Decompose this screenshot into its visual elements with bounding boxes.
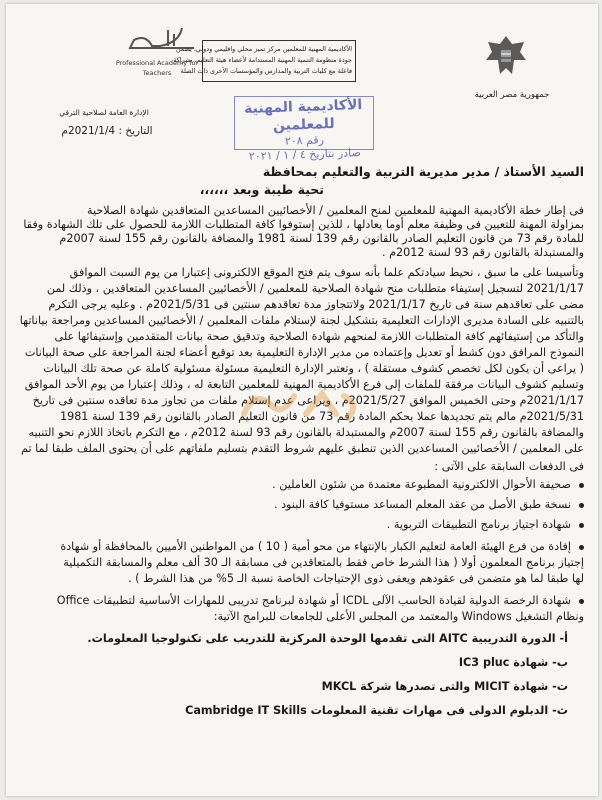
issued-stamp <box>239 96 369 164</box>
addressee: السيد الأستاذ / مدير مديرية التربية والتعليم بمحافظة <box>262 164 584 179</box>
body-line: وتسليم كشوف البيانات مرفقة للملفات إلى فرع الأكاديمية المهنية للمعلمين التابعة له ، وذلك إعتبارا من يوم الأحد الموافق <box>24 378 584 391</box>
body-line: والمضافة بالقانون رقم 155 لسنة 2007م والمستبدلة بالقانون رقم 93 لسنة 2012م ، مع التكرم باتخاذ اللازم نحو التنبيه <box>28 426 584 439</box>
body-line: النموذج المرافق دون كشط أو تعديل وإعتماده من مدير الإدارة التعليمية بعد توقيع أعضاء لجنة المراجعة على صحة البيانات <box>24 346 584 359</box>
body-line: مضى على تعاقدهم سنة فى تاريخ 2021/1/17 ولاتتجاوز مدة تعاقدهم سنتين فى 2021/5/31م . وعليه يرجى التكرم <box>48 298 584 311</box>
body-line: ( يراعى أن يكون لكل تخصص كشوف مستقلة ) ، وتعتبر الإدارة التعليمية مسئولة مسئولية كاملة عن صحة تلك البيانات <box>43 362 584 375</box>
logo-english: Professional Academy for Teachers <box>115 59 199 77</box>
bullet-icon <box>579 545 584 550</box>
requirement-item-continued: إجتياز برنامج المعلمون أولا ( هذا الشرط خاص فقط بالمتعاقدين فى مسابقة الـ 30 ألف معلم والمسابقة التكميلية <box>63 556 584 569</box>
stamp-line-2: رقم ٢٠٨ <box>284 133 325 148</box>
body-line: وتأسيسا على ما سبق ، نحيط سيادتكم علما بأنه سوف يتم فتح الموقع الالكترونى إعتبارا من يوم السبت الموافق <box>69 266 584 279</box>
bullet-icon <box>579 523 584 528</box>
eagle-emblem-icon <box>480 30 532 82</box>
bullet-icon <box>579 483 584 488</box>
program-item: ث- الدبلوم الدولى فى مهارات تقنية المعلومات Cambridge IT Skills <box>185 704 568 717</box>
letter-date: التاريخ : 2021/1/4م <box>61 125 153 137</box>
watermark-icon <box>236 384 366 424</box>
body-line: للمادة رقم 73 من قانون التعليم الصادر بالقانون رقم 139 لسنة 1981 والمضافة بالقانون رقم 155 لسنة 2007م <box>59 232 584 245</box>
academy-vision-line-1: الأكاديمية المهنية للمعلمين مركز تميز محلي واقليمي ودولي، يضمن <box>175 45 352 53</box>
requirement-item: نسخة طبق الأصل من عقد المعلم المساعد مستوفيا كافة البنود . <box>28 498 584 511</box>
body-line: على المعلمين / الأخصائيين المساعدين الذين تنطبق عليهم شروط التقدم بتسليم ملفاتهم على أن يحتوى الملف طبقا لما تم <box>21 442 584 455</box>
bullet-icon <box>579 599 584 604</box>
body-line: 2021/1/17 لتسجيل إستيفاء متطلبات منح شهادة الصلاحية للمعلمين / الأخصائيين المساعدين المتعاقدين ، وذلك لمن <box>46 282 584 295</box>
body-line: والتأكد من إستيفائهم كافة المتطلبات اللازمة لمنحهم شهادة الصلاحية وتدقيق صحة بيانات المتقدمين وإستيفائها على <box>54 330 584 343</box>
department-name: الإدارة العامة لصلاحية الترقي <box>59 108 149 117</box>
body-line: 2021/1/17م وحتى الخميس الموافق 2021/5/27م ، ويراعى عدم إستلام ملفات من تجاوز مدة تعاقده سنتين فى تاريخ <box>32 394 584 407</box>
requirement-item-continued: لها طبقا لما هو متضمن فى عقودهم ويعفى ذوى الإحتياجات الخاصة نسبة الـ 5% من هذا الشرط ) . <box>128 572 584 585</box>
stamp-line-3: صادر بتاريخ ٤ / ١ / ٢٠٢١ <box>248 146 362 163</box>
stamp-line-1: الأكاديمية المهنية للمعلمين <box>243 96 363 135</box>
requirement-item: شهادة الرخصة الدولية لقيادة الحاسب الآلى ICDL أو شهادة لبرنامج تدريبى للمهارات الأساسية لتطبيقات Office <box>28 594 584 607</box>
requirement-item: شهادة اجتياز برنامج التطبيقات التربوية . <box>28 518 584 531</box>
body-line: فى الدفعات السابقة على الآتى : <box>434 460 584 473</box>
letter-page <box>6 4 598 796</box>
academy-vision-line-2: جودة منظومة التنمية المهنية المستدامة لأعضاء هيئة التعليم، بشراكة <box>173 56 352 64</box>
body-line: بالتنبيه على السادة مديرى الإدارات التعليمية بتشكيل لجنة لإستلام ملفات المعلمين / الأخصائيين المساعدين ومراجعة بياناتها <box>19 314 584 327</box>
program-item: ت- شهادة MICIT والتى تصدرها شركة MKCL <box>321 680 568 693</box>
greeting: تحية طيبة وبعد ،،،،،، <box>199 182 324 197</box>
eagle-emblem <box>480 30 532 82</box>
academy-vision-line-3: فاعلة مع كليات التربية والمدارس والمؤسسات الأخرى ذات الصلة <box>180 67 352 75</box>
requirement-item: إفادة من فرع الهيئة العامة لتعليم الكبار بالإنتهاء من محو أمية ( 10 ) من المواطنين الأميين بالمحافظة أو شهادة <box>28 540 584 553</box>
program-item: أ- الدورة التدريبية AITC التى تقدمها الوحدة المركزية للتدريب على تكنولوجيا المعلومات. <box>87 632 568 645</box>
body-line: والمستبدلة بالقانون رقم 93 لسنة 2012م . <box>381 246 584 259</box>
body-line: فى إطار خطة الأكاديمية المهنية للمعلمين لمنح المعلمين / الأخصائيين المساعدين المتعاقدين شهادة الصلاحية <box>86 204 584 217</box>
requirement-item: صحيفة الأحوال الالكترونية المطبوعة معتمدة من شئون العاملين . <box>28 478 584 491</box>
body-line: بمزاولة المهنة للتعيين فى وظيفة معلم أوما يعادلها ، للذين إستوفوا كافة المتطلبات اللازمة للحصول على تلك الشهادة وفقا <box>23 218 584 231</box>
program-item: ب- شهادة IC3 pluc <box>458 656 568 669</box>
bullet-icon <box>579 503 584 508</box>
body-line: 2021/5/31م مالم يتم تجديدها عملا بحكم المادة رقم 73 من قانون التعليم الصادر بالقانون رقم 139 لسنة 1981 <box>59 410 584 423</box>
requirement-item-continued: ونظام التشغيل Windows والمعتمد من المجلس الأعلى للجامعات للبرامج الآتية: <box>213 610 584 623</box>
country-name: جمهورية مصر العربية <box>474 90 550 100</box>
